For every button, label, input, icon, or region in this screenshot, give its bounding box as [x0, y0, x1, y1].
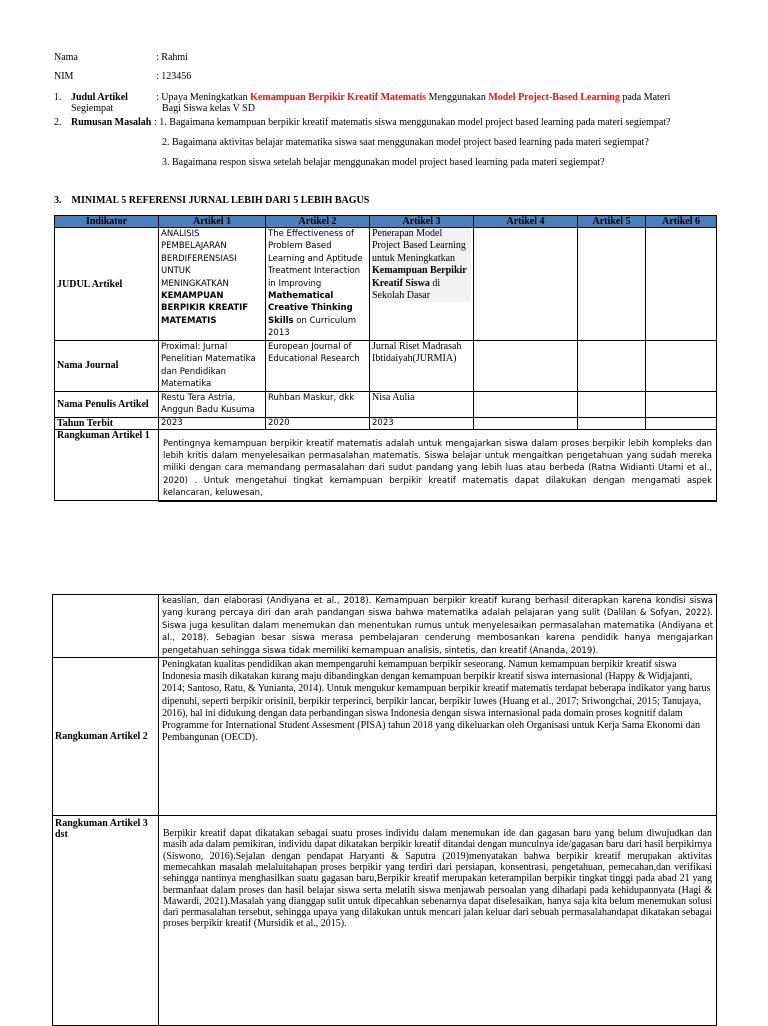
row-label-rangkuman-1-cont [53, 595, 159, 658]
nama-value: : Rahmi [156, 52, 188, 63]
header-artikel-5: Artikel 5 [578, 216, 646, 228]
rumusan-item-3: 3. Bagaimana respon siswa setelah belajar menggunakan model project based learning pada materi segiempat? [162, 157, 605, 168]
row-label-rangkuman-2: Rangkuman Artikel 2 [53, 658, 159, 816]
judul-text-3: pada Materi [622, 92, 671, 103]
rangkuman-2-text: Peningkatan kualitas pendidikan akan mempengaruhi kemampuan berpikir seseorang. Namun kemampuan berpikir kreatif siswa Indonesia masih dikatakan kurang maju dibandingkan dengan kemampuan berpikir kreatif siswa internasional (Happy & Widjajanti, 2014; Santoso, Ratu, & Yunianta, 2014). Untuk mengukur kemampuan berpikir kreatif matematis terdapat beberapa indikator yang harus dipenuhi, seperti berpikir orisinil, berpikir terperinci, berpikir lancar, berpikir luwes (Huang et al., 2017; Sriwongchai, 2015; Tanujaya, 2016), hal ini didukung dengan data perbandingan siswa Indonesia dengan siswa internasional pada domain proses kognitif dalam Programme for International Student Assesment (PISA) tahun 2018 yang dikeluarkan oleh Organisasi untuk Kerja Sama Ekonomi dan Pembangunan (OECD). [159, 658, 717, 816]
row-label-rangkuman-3: Rangkuman Artikel 3 dst [53, 816, 159, 1026]
judul-text-2: Menggunakan [428, 92, 486, 103]
artikel-2-title-tail: on Curriculum 2013 [268, 315, 357, 339]
judul-highlight-1: Kemampuan Berpikir Kreatif Matematis [250, 92, 427, 103]
nim-label: NIM [54, 71, 74, 82]
artikel-4-title [474, 228, 578, 341]
header-artikel-1: Artikel 1 [159, 216, 266, 228]
reference-table [54, 215, 717, 502]
rumusan-number: 2. [54, 117, 62, 128]
row-rangkuman-3 [53, 816, 717, 1026]
rangkuman-1-text-cont: keaslian, dan elaborasi (Andiyana et al., 2018). Kemampuan berpikir kreatif kurang berhasil diterapkan karena kondisi siswa yang kurang percaya diri dan arah pandangan siswa bahwa matematika adalah pelajaran yang sulit (Dalilan & Sofyan, 2022). Siswa juga kesulitan dalam menemukan dan menentukan rumus untuk menyelesaikan permasalahan matematika (Andiyana et al., 2018). Sebagian besar siswa merasa pembelajaran cenderung membosankan karena pendidik hanya mengajarkan pengetahuan sehingga siswa tidak memiliki kemampuan analisis, sintetis, dan kreatif (Ananda, 2019). [159, 595, 717, 658]
artikel-2-penulis: Ruhban Maskur, dkk [266, 391, 370, 417]
artikel-2-tahun: 2020 [266, 417, 370, 429]
artikel-3-title [370, 228, 474, 341]
artikel-2-title-bold: Mathematical Creative Thinking Skills [268, 291, 353, 326]
row-label-journal: Nama Journal [55, 341, 159, 392]
judul-label: Judul Artikel [71, 92, 128, 103]
artikel-1-title-plain: ANALISIS PEMBELAJARAN BERDIFERENSIASI UNTUK MENINGKATKAN [161, 229, 237, 289]
artikel-3-title-plain: Penerapan Model Project Based Learning untuk Meningkatkan [372, 228, 466, 264]
row-label-judul: JUDUL Artikel [55, 228, 159, 341]
artikel-3-title-block [372, 228, 471, 302]
rumusan-label: Rumusan Masalah [71, 117, 152, 128]
artikel-1-title [159, 228, 266, 341]
artikel-2-title [266, 228, 370, 341]
header-artikel-4: Artikel 4 [474, 216, 578, 228]
rangkuman-3-text: Berpikir kreatif dapat dikatakan sebagai suatu proses individu dalam menemukan ide dan gagasan baru yang belum diwujudkan dan masih ada dalam pemikiran, individu dapat dikatakan berpikir kreatif ditandai dengan munculnya ide/gagasan baru dari hasil berpikirnya (Siswono, 2016).Sejalan dengan pendapat Haryanti & Saputra (2019)menyatakan bahwa berpikir kreatif merupakan aktivitas memecahkan masalah melaluitahapan proses berpikir yang terdiri dari persiapan, konsentrasi, pengetahuan, pemecahan,dan verifikasi sehingga nantinya menghasilkan suatu gagasan baru,Berpikir kreatif merupakan keterampilan berpikir tingkat tinggi pada abad 21 yang bermanfaat dalam proses dan hasil belajar siswa serta melatih siswa menjawab persoalan yang dihadapi pada kehidupannyata (Hagi & Mawardi, 2021).Masalah yang dianggap sulit untuk dipecahkan sebenarnya dapat diselesaikan, hanya saja kita belum menemukan solusi dari permasalahan tersebut, sehingga upaya yang dilakukan untuk mencari jalan keluar dari sebuah permasalahandapat dikatakan sebagai proses berpikir kreatif (Mursidik et al., 2015). [159, 816, 717, 1026]
table-header-row [55, 216, 717, 228]
row-rangkuman-1 [55, 429, 717, 501]
judul-highlight-2: Model Project-Based Learning [488, 92, 620, 103]
nama-label: Nama [54, 52, 78, 63]
artikel-6-penulis [646, 391, 717, 417]
artikel-1-title-bold: KEMAMPUAN BERPIKIR KREATIF MATEMATIS [161, 291, 249, 326]
student-info [0, 0, 768, 190]
judul-value-line2: Bagi Siswa kelas V SD [162, 103, 255, 114]
row-label-tahun: Tahun Terbit [55, 417, 159, 429]
artikel-5-penulis [578, 391, 646, 417]
artikel-2-journal: European Journal of Educational Research [266, 341, 370, 392]
row-label-rangkuman-1: Rangkuman Artikel 1 [55, 429, 159, 501]
row-journal [55, 341, 717, 392]
section-title: 3. MINIMAL 5 REFERENSI JURNAL LEBIH DARI 5 LEBIH BAGUS [54, 195, 370, 206]
artikel-3-title-bold: Kemampuan Berpikir Kreatif Siswa [372, 265, 467, 289]
header-artikel-2: Artikel 2 [266, 216, 370, 228]
judul-number: 1. [54, 92, 62, 103]
artikel-5-title [578, 228, 646, 341]
artikel-3-penulis: Nisa Aulia [370, 391, 474, 417]
artikel-5-tahun [578, 417, 646, 429]
artikel-6-journal [646, 341, 717, 392]
summary-table-continued [52, 594, 717, 1026]
row-rangkuman-1-cont [53, 595, 717, 658]
nim-value: : 123456 [156, 71, 192, 82]
artikel-2-title-plain: The Effectiveness of Problem Based Learning and Aptitude Treatment Interaction in Improving [268, 229, 363, 289]
judul-text-1: : Upaya Meningkatkan [156, 92, 248, 103]
row-label-penulis: Nama Penulis Artikel [55, 391, 159, 417]
artikel-6-title [646, 228, 717, 341]
artikel-3-title-tail: di Sekolah Dasar [372, 277, 441, 302]
artikel-3-journal: Jurnal Riset Madrasah Ibtidaiyah(JURMIA) [370, 341, 474, 392]
artikel-6-tahun [646, 417, 717, 429]
row-rangkuman-2 [53, 658, 717, 816]
artikel-4-penulis [474, 391, 578, 417]
rangkuman-1-text: Pentingnya kemampuan berpikir kreatif matematis adalah untuk mengajarkan siswa dalam proses berpikir lebih kompleks dan lebih kritis dalam menyelesaikan permasalahan matematis. Siswa belajar untuk mengaitkan pengetahuan yang sudah mereka miliki dengan cara memandang permasalahan dari sudut pandang yang lebih luas atau berbeda (Ratna Widianti Utami et al., 2020) . Untuk mengetahui tingkat kemampuan berpikir kreatif matematis dapat dilakukan dengan mengamati aspek kelancaran, keluwesan, [159, 429, 717, 501]
judul-value [156, 92, 716, 103]
artikel-1-journal: Proximal: Jurnal Penelitian Matematika dan Pendidikan Matematika [159, 341, 266, 392]
header-artikel-3: Artikel 3 [370, 216, 474, 228]
rumusan-item-2: 2. Bagaimana aktivitas belajar matematika siswa saat menggunakan model project based learning pada materi segiempat? [162, 137, 649, 148]
artikel-4-tahun [474, 417, 578, 429]
artikel-3-tahun: 2023 [370, 417, 474, 429]
artikel-5-journal [578, 341, 646, 392]
rumusan-item-1: : 1. Bagaimana kemampuan berpikir kreatif matematis siswa menggunakan model project based learning pada materi segiempat? [154, 117, 671, 128]
artikel-4-journal [474, 341, 578, 392]
header-artikel-6: Artikel 6 [646, 216, 717, 228]
row-tahun [55, 417, 717, 429]
artikel-1-penulis: Restu Tera Astria, Anggun Badu Kusuma [159, 391, 266, 417]
artikel-1-tahun: 2023 [159, 417, 266, 429]
row-penulis [55, 391, 717, 417]
judul-label-continued: Segiempat [71, 103, 114, 114]
row-judul [55, 228, 717, 341]
header-indikator: Indikator [55, 216, 159, 228]
